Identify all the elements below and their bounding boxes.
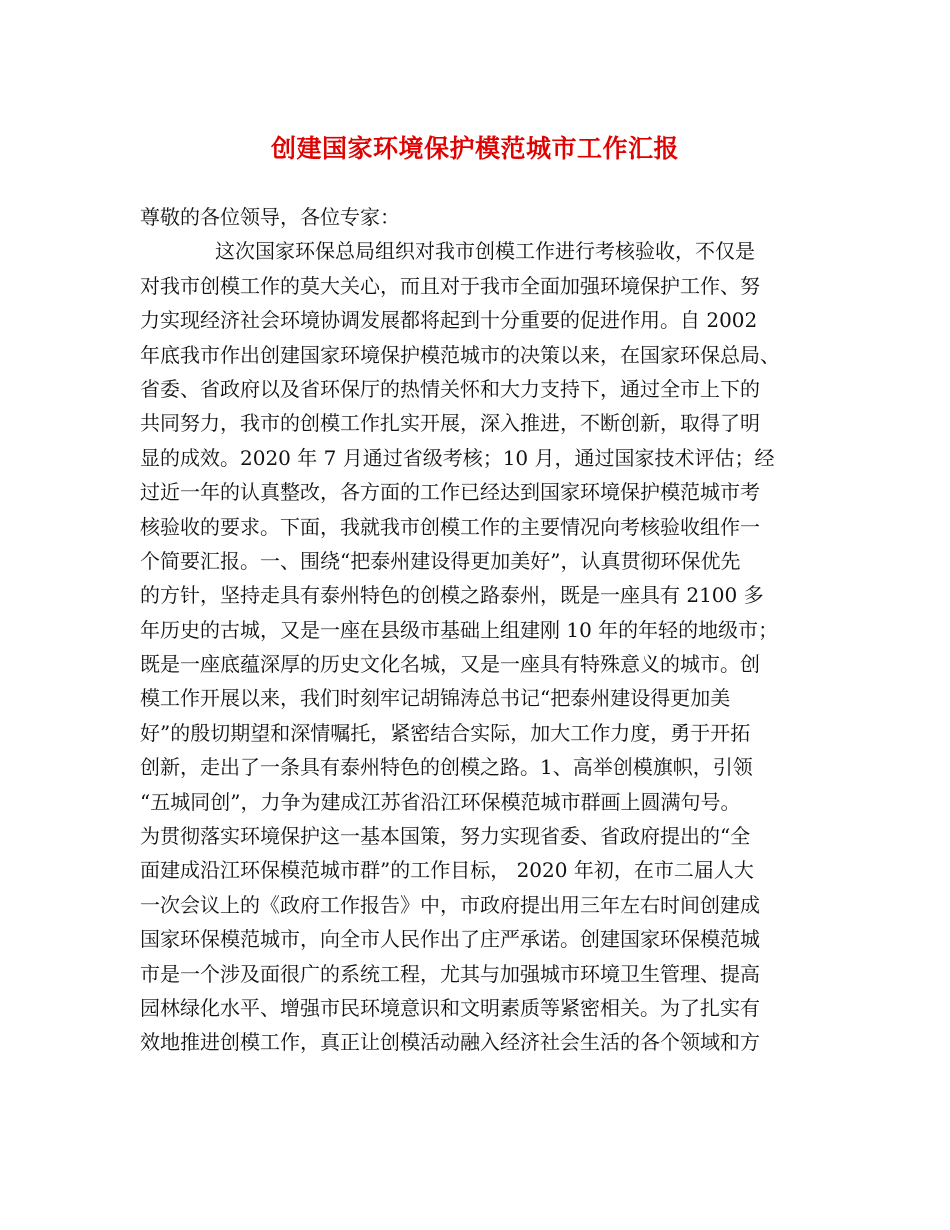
body-line: 既是一座底蕴深厚的历史文化名城，又是一座具有特殊意义的城市。创 — [140, 652, 760, 677]
body-line: 的方针，坚持走具有泰州特色的创模之路泰州，既是一座具有 2100 多 — [140, 583, 764, 608]
body-line: 力实现经济社会环境协调发展都将起到十分重要的促进作用。自 2002 — [140, 308, 758, 333]
body-line: 个简要汇报。一、围绕“把泰州建设得更加美好”，认真贯彻环保优先 — [140, 548, 741, 573]
body-line: 核验收的要求。下面，我就我市创模工作的主要情况向考核验收组作一 — [140, 514, 760, 539]
body-line: 效地推进创模工作，真正让创模活动融入经济社会生活的各个领域和方 — [140, 1030, 760, 1055]
body-line: 创新，走出了一条具有泰州特色的创模之路。1、高举创模旗帜，引领 — [140, 755, 753, 780]
body-line: 模工作开展以来，我们时刻牢记胡锦涛总书记“把泰州建设得更加美 — [140, 686, 731, 711]
body-line: 年历史的古城，又是一座在县级市基础上组建刚 10 年的年轻的地级市； — [140, 617, 779, 642]
body-line: 省委、省政府以及省环保厅的热情关怀和大力支持下，通过全市上下的 — [140, 376, 760, 401]
body-line: 园林绿化水平、增强市民环境意识和文明素质等紧密相关。为了扎实有 — [140, 995, 760, 1020]
body-line: 年底我市作出创建国家环境保护模范城市的决策以来，在国家环保总局、 — [140, 342, 780, 367]
body-line: 为贯彻落实环境保护这一基本国策，努力实现省委、省政府提出的“全 — [140, 824, 751, 849]
salutation: 尊敬的各位领导，各位专家： — [140, 205, 400, 229]
document-body — [140, 200, 820, 1060]
document-title: 创建国家环境保护模范城市工作汇报 — [270, 134, 679, 163]
body-line: 一次会议上的《政府工作报告》中，市政府提出用三年左右时间创建成 — [140, 892, 760, 917]
body-line: 国家环保模范城市，向全市人民作出了庄严承诺。创建国家环保模范城 — [140, 927, 760, 952]
body-line: 好”的殷切期望和深情嘱托，紧密结合实际，加大工作力度，勇于开拓 — [140, 720, 751, 745]
body-line: 这次国家环保总局组织对我市创模工作进行考核验收，不仅是 — [215, 239, 755, 264]
body-line: 过近一年的认真整改，各方面的工作已经达到国家环境保护模范城市考 — [140, 480, 760, 505]
body-line: “五城同创”，力争为建成江苏省沿江环保模范城市群画上圆满句号。 — [140, 789, 741, 814]
body-line: 显的成效。2020 年 7 月通过省级考核；10 月，通过国家技术评估；经 — [140, 445, 775, 470]
body-line: 市是一个涉及面很广的系统工程，尤其与加强城市环境卫生管理、提高 — [140, 961, 760, 986]
body-line: 面建成沿江环保模范城市群”的工作目标， 2020 年初，在市二届人大 — [140, 858, 754, 883]
body-line: 对我市创模工作的莫大关心，而且对于我市全面加强环境保护工作、努 — [140, 273, 760, 298]
body-line: 共同努力，我市的创模工作扎实开展，深入推进，不断创新，取得了明 — [140, 411, 760, 436]
